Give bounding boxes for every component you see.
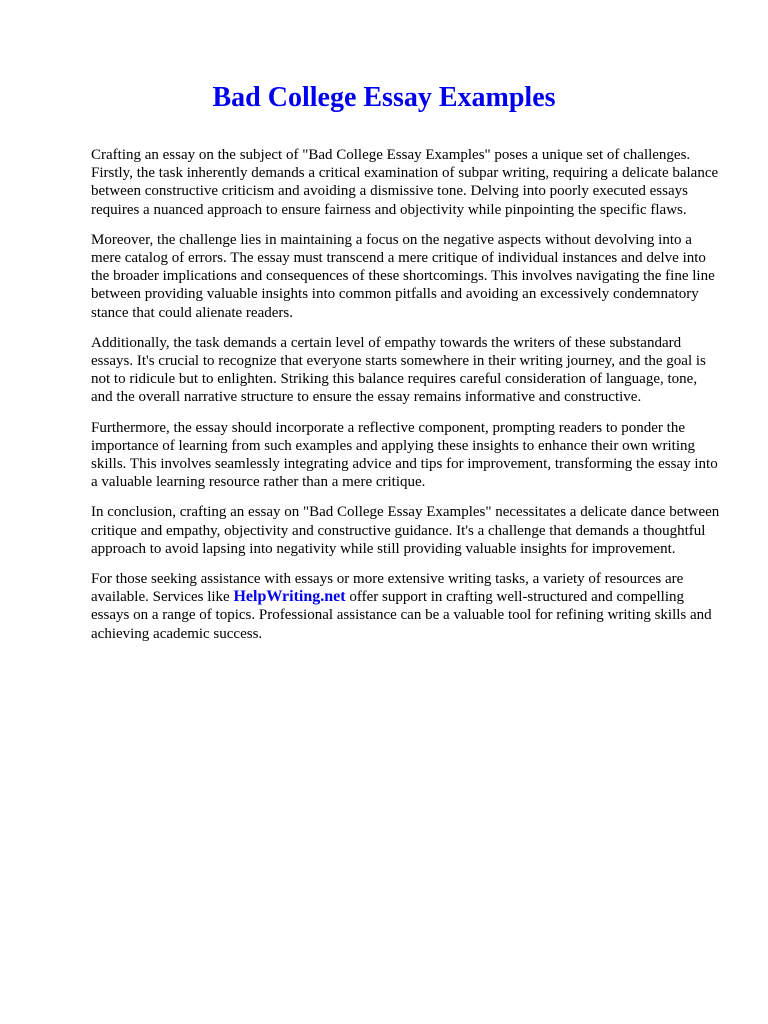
paragraph-3: Additionally, the task demands a certain level of empathy towards the writers of these substandard essays. It's crucial to recognize that everyone starts somewhere in their writing journey, and the goal is not to ridicule but to enlighten. Striking this balance requires careful consideration of language, tone, and the overall narrative structure to ensure the essay remains informative and constructive. [91, 334, 706, 406]
paragraph-5: In conclusion, crafting an essay on "Bad College Essay Examples" necessitates a delicate dance between critique and empathy, objectivity and constructive guidance. It's a challenge that demands a thoughtful approach to avoid lapsing into negativity while still providing valuable insights for improvement. [91, 504, 720, 557]
paragraph-6-start: For those seeking assistance with essays or more extensive writing tasks, a variety of resources are available. Services like [91, 571, 684, 606]
document-body [91, 146, 721, 655]
paragraph-1: Crafting an essay on the subject of "Bad College Essay Examples" poses a unique set of challenges. Firstly, the task inherently demands a critical examination of subpar writing, requiring a delicate balance between constructive criticism and avoiding a dismissive tone. Delving into poorly executed essays requires a nuanced approach to ensure fairness and objectivity while pinpointing the specific flaws. [91, 147, 719, 218]
paragraph-6 [91, 570, 721, 643]
helpwriting-link[interactable]: HelpWriting.net [233, 588, 346, 606]
paragraph-6-end: offer support in crafting well-structured and compelling essays on a range of topics. Professional assistance can be a valuable tool for refining writing skills and achieving academic success. [91, 589, 712, 642]
paragraph-4: Furthermore, the essay should incorporate a reflective component, prompting readers to ponder the importance of learning from such examples and applying these insights to enhance their own writing skills. This involves seamlessly integrating advice and tips for improvement, transforming the essay into a valuable learning resource rather than a mere critique. [91, 419, 718, 491]
paragraph-2: Moreover, the challenge lies in maintaining a focus on the negative aspects without devolving into a mere catalog of errors. The essay must transcend a mere critique of individual instances and delve into the broader implications and consequences of these shortcomings. This involves navigating the fine line between providing valuable insights into common pitfalls and avoiding an excessively condemnatory stance that could alienate readers. [91, 231, 715, 321]
page-title: Bad College Essay Examples [212, 82, 556, 113]
